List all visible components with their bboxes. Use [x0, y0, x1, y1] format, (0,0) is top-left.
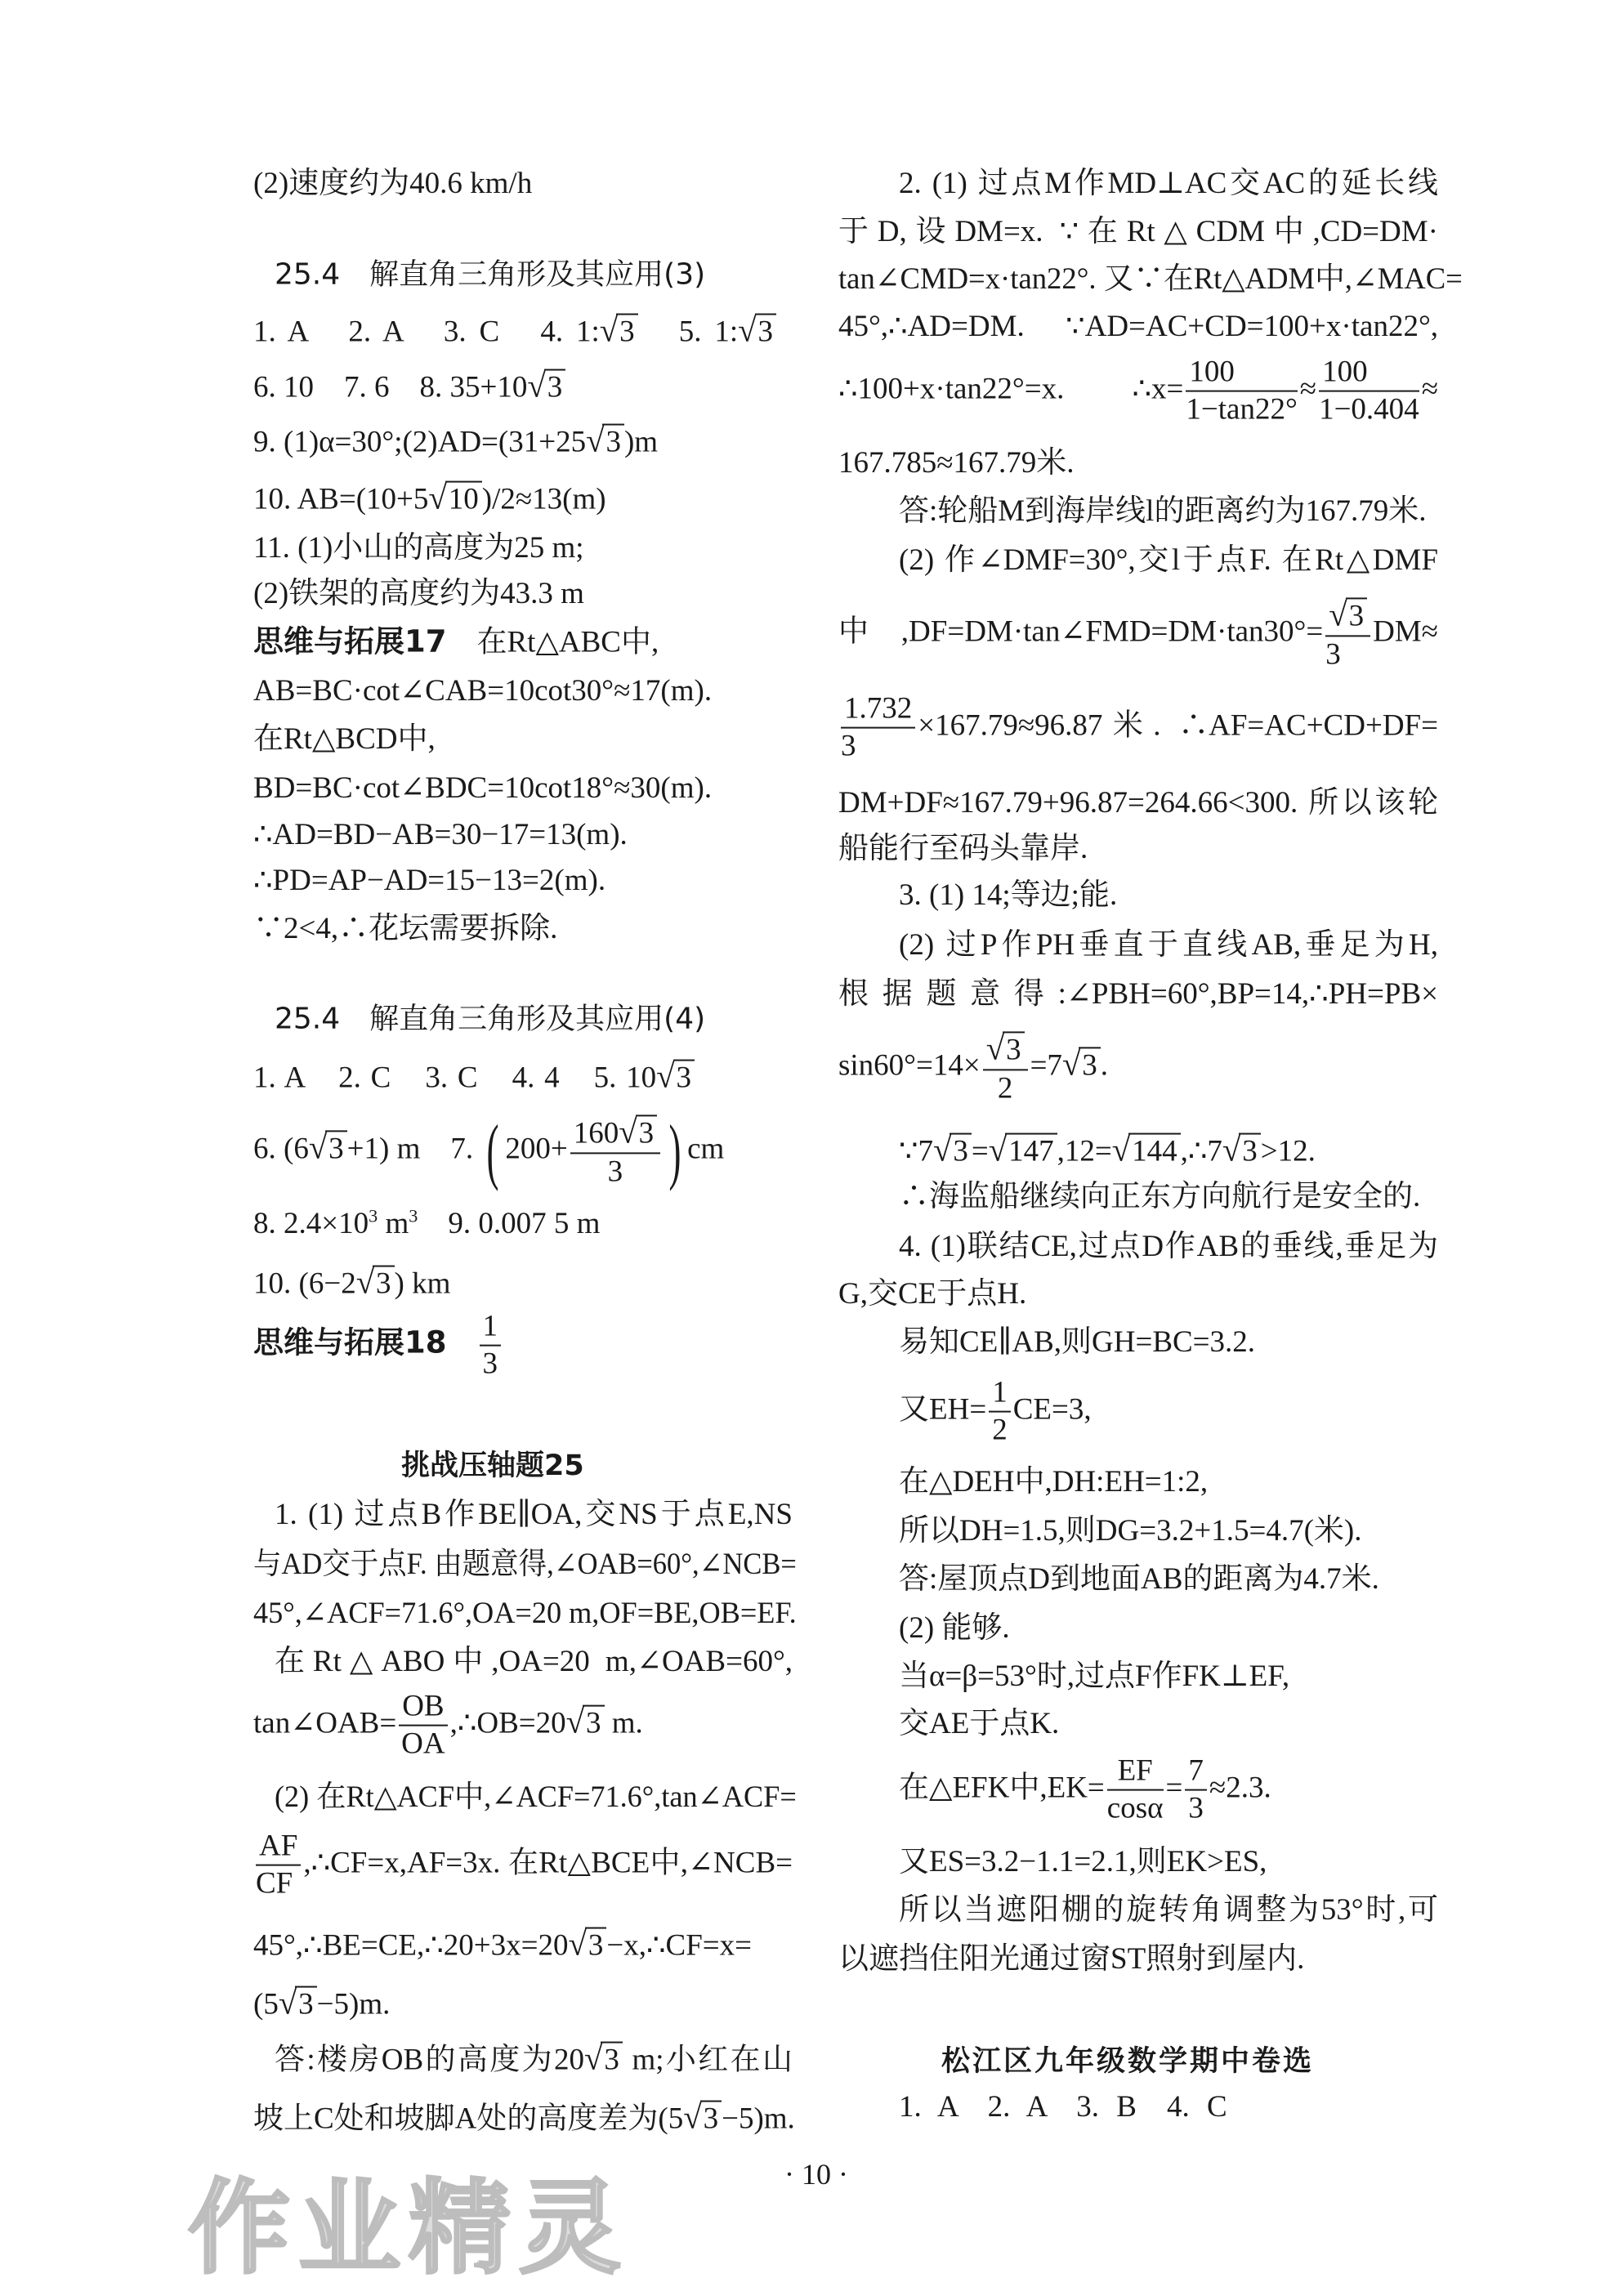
answer-line: 与AD交于点F. 由题意得,∠OAB=60°,∠NCB=	[253, 1547, 797, 1581]
text-run: 200+	[505, 1132, 568, 1166]
numerator	[983, 1029, 1028, 1070]
square-root	[600, 310, 638, 352]
extension-heading-line	[253, 623, 659, 661]
radical-sign: √	[933, 1131, 952, 1168]
radical-sign: √	[1222, 1131, 1241, 1168]
answer-line: 答:轮船M到海岸线l的距离约为167.79米.	[899, 494, 1427, 528]
denominator: cosα	[1106, 1792, 1164, 1825]
answer-line: ∴AD=BD−AB=30−17=13(m).	[253, 817, 628, 851]
numerator	[570, 1112, 660, 1154]
answer-line	[899, 1753, 1271, 1828]
text-run: −x,∴CF=x=	[606, 1928, 753, 1963]
text-run: 10. (6−2	[253, 1266, 356, 1301]
radical-sign: √	[985, 1030, 1005, 1067]
radical-sign: √	[565, 1703, 585, 1740]
fraction	[399, 1689, 447, 1763]
superscript: 3	[409, 1205, 418, 1226]
answer-line	[275, 2039, 793, 2080]
large-parenthesis: (	[486, 1110, 499, 1192]
answer-line: 所以DH=1.5,则DG=3.2+1.5=4.7(米).	[899, 1513, 1362, 1548]
radical-sign: √	[738, 311, 757, 349]
answer-line: 45°,∠ACF=71.6°,OA=20 m,OF=BE,OB=EF.	[253, 1596, 797, 1630]
radicand: 10	[445, 481, 482, 516]
section-heading: 松江区九年级数学期中卷选	[941, 2045, 1315, 2079]
answer-line	[253, 1983, 390, 2025]
text-run: )m	[623, 425, 659, 459]
section-heading: 25.4 解直角三角形及其应用(4)	[275, 1002, 706, 1036]
radical-sign: √	[619, 1113, 637, 1150]
answer-line: AB=BC·cot∠CAB=10cot30°≈17(m).	[253, 673, 713, 708]
denominator: 3	[607, 1155, 623, 1189]
answer-line: BD=BC·cot∠BDC=10cot18°≈30(m).	[253, 771, 713, 805]
denominator: 3	[482, 1347, 498, 1381]
square-root	[1062, 1043, 1101, 1085]
radical-sign: √	[1329, 596, 1347, 633]
text-run: 9. 0.007 5 m	[418, 1207, 601, 1241]
answer-line	[838, 691, 1438, 766]
answer-line: (2) 过P作PH垂直于直线AB,垂足为H,	[899, 927, 1438, 962]
text-run: 9. (1)α=30°;(2)AD=(31+25	[253, 425, 587, 459]
answer-line: G,交CE于点H.	[838, 1276, 1027, 1311]
answer-line: 所以当遮阳棚的旋转角调整为53°时,可	[899, 1892, 1438, 1927]
fraction	[1107, 1753, 1164, 1828]
answer-line: 1. A 2. A 3. B 4. C	[899, 2089, 1227, 2124]
radical-sign: √	[428, 479, 447, 516]
radicand: 3	[373, 1266, 395, 1301]
radicand: 3	[602, 424, 624, 459]
text-run: 在△EFK中,EK=	[899, 1771, 1105, 1805]
text-run: >12.	[1260, 1134, 1316, 1168]
answer-line: 根据题意得:∠PBH=60°,BP=14,∴PH=PB×	[838, 976, 1438, 1011]
denominator: 3	[841, 730, 856, 763]
square-root	[989, 1130, 1057, 1172]
answer-line: 船能行至码头靠岸.	[838, 831, 1088, 865]
text-run: sin60°=14×	[838, 1048, 981, 1083]
square-root	[738, 310, 776, 352]
numerator: OB	[399, 1689, 447, 1726]
answer-line: 以遮挡住阳光通过窗ST照射到屋内.	[838, 1941, 1305, 1976]
numerator: 1.732	[841, 691, 915, 729]
answer-line: ∴海监船继续向正东方向航行是安全的.	[899, 1179, 1421, 1213]
text-run: ∴100+x·tan22°=x. ∴x=	[838, 372, 1184, 406]
text-run	[447, 1326, 477, 1360]
fraction	[841, 691, 915, 766]
radical-sign: √	[355, 1263, 375, 1301]
radicand: 3	[295, 1986, 317, 2021]
answer-line	[253, 478, 606, 520]
large-parenthesis: )	[668, 1110, 681, 1192]
answer-line: 在Rt△BCD中,	[253, 721, 436, 756]
radicand: 3	[325, 1130, 347, 1165]
numerator: EF	[1107, 1753, 1164, 1791]
text-run: 45°,∴BE=CE,∴20+3x=20	[253, 1928, 569, 1963]
square-root	[356, 1262, 395, 1304]
page-number: · 10 ·	[784, 2158, 848, 2191]
answer-line: (2) 在Rt△ACF中,∠ACF=71.6°,tan∠ACF=	[275, 1780, 797, 1814]
answer-line	[253, 1205, 600, 1244]
answer-line: (2)铁架的高度约为43.3 m	[253, 576, 584, 610]
text-run: ≈2.3.	[1209, 1771, 1271, 1805]
text-run: ∵7	[899, 1134, 934, 1168]
radical-sign: √	[584, 2039, 603, 2077]
numerator: 1	[989, 1375, 1011, 1413]
text-run: )/2≈13(m)	[481, 482, 606, 516]
fraction	[1319, 355, 1419, 429]
text-run: ,12=	[1057, 1134, 1112, 1168]
square-root	[656, 1056, 695, 1098]
text-run: CE=3,	[1012, 1392, 1092, 1427]
answer-line	[253, 1262, 450, 1304]
radical-sign: √	[599, 311, 619, 349]
radicand: 3	[950, 1133, 972, 1168]
square-root	[683, 2097, 722, 2139]
text-run: 在Rt△ABC中,	[446, 625, 659, 659]
answer-line	[253, 1924, 793, 1966]
square-root	[1112, 1130, 1181, 1172]
answer-line: ∴PD=AP−AD=15−13=2(m).	[253, 863, 606, 897]
answer-line: 答:屋顶点D到地面AB的距离为4.7米.	[899, 1561, 1379, 1596]
radicand: 3	[700, 2101, 722, 2136]
square-root	[527, 366, 565, 408]
square-root	[1222, 1130, 1261, 1172]
text-run: ≈	[1299, 372, 1317, 406]
text-run: 160	[573, 1116, 619, 1150]
text-run: cm	[687, 1132, 725, 1166]
answer-line: 45°,∴AD=DM. ∵AD=AC+CD=100+x·tan22°,	[838, 309, 1438, 343]
text-run: ×167.79≈96.87米. ∴AF=AC+CD+DF=	[918, 708, 1438, 743]
answer-line: 2. (1) 过点M作MD⊥AC交AC的延长线	[899, 166, 1438, 200]
fraction	[1185, 1753, 1207, 1828]
radicand: 3	[1003, 1031, 1025, 1066]
denominator: 2	[997, 1071, 1013, 1106]
text-run: 中,DF=DM·tan∠FMD=DM·tan30°=	[838, 614, 1324, 649]
text-run: m;小红在山	[622, 2043, 793, 2077]
radicand: 3	[1346, 597, 1368, 632]
denominator: 3	[1325, 637, 1341, 672]
square-root	[986, 1029, 1025, 1069]
answer-line	[253, 421, 658, 462]
numerator: 100	[1319, 355, 1419, 392]
text-run: −5)m.	[722, 2102, 795, 2136]
radical-sign: √	[1111, 1131, 1131, 1168]
text-run: (5	[253, 1987, 279, 2021]
fraction	[989, 1375, 1011, 1450]
square-root	[1329, 595, 1367, 635]
radicand: 3	[616, 314, 638, 349]
text-run: =	[1165, 1771, 1183, 1805]
square-root	[584, 2039, 623, 2080]
answer-line: 又ES=3.2−1.1=2.1,则EK>ES,	[899, 1844, 1267, 1878]
superscript: 3	[369, 1205, 378, 1226]
radicand: 3	[636, 1114, 658, 1150]
denominator: 3	[1188, 1792, 1204, 1825]
fraction	[480, 1309, 502, 1383]
answer-line: 于D,设DM=x. ∵在Rt△CDM中,CD=DM·	[838, 214, 1438, 248]
answer-line: 167.785≈167.79米.	[838, 445, 1075, 480]
text-run: m	[378, 1207, 409, 1241]
text-run: .	[1100, 1048, 1109, 1083]
fraction	[1325, 595, 1370, 672]
text-run: −5)m.	[316, 1987, 391, 2021]
text-run: 1. A 2. C 3. C 4. 4 5. 10	[253, 1061, 657, 1095]
fraction	[1186, 355, 1297, 429]
text-run: 6. 10 7. 6 8. 35+10	[253, 370, 528, 404]
radicand: 144	[1128, 1133, 1181, 1168]
denominator: 1−0.404	[1319, 393, 1419, 427]
extension-heading-line	[253, 1309, 503, 1383]
text-run: 又EH=	[899, 1392, 987, 1427]
square-root	[566, 1701, 605, 1743]
text-run: 答:楼房OB的高度为20	[275, 2043, 584, 2077]
radical-sign: √	[586, 422, 605, 459]
text-run: ) km	[394, 1266, 451, 1301]
square-root	[619, 1112, 657, 1152]
text-run: ,∴7	[1180, 1134, 1222, 1168]
numerator	[1325, 595, 1370, 637]
radical-sign: √	[656, 1057, 675, 1095]
text-run: m.	[604, 1706, 643, 1740]
square-root	[933, 1130, 972, 1172]
radicand: 3	[583, 1704, 605, 1740]
text-run: 8. 2.4×10	[253, 1207, 369, 1241]
radicand: 3	[544, 369, 566, 404]
text-run: =	[971, 1134, 989, 1168]
fraction	[570, 1112, 660, 1190]
answer-line: 4. (1)联结CE,过点D作AB的垂线,垂足为	[899, 1229, 1438, 1263]
answer-line: 11. (1)小山的高度为25 m;	[253, 530, 584, 565]
section-heading: 挑战压轴题25	[401, 1450, 584, 1483]
answer-line: 1. (1) 过点B作BE∥OA,交NS于点E,NS	[275, 1497, 793, 1531]
square-root	[428, 478, 481, 520]
answer-line: 3. (1) 14;等边;能.	[899, 878, 1118, 912]
text-run: tan∠OAB=	[253, 1706, 397, 1740]
text-run: +1) m 7.	[346, 1132, 481, 1166]
radicand: 3	[673, 1060, 695, 1095]
answer-line: 在Rt△ABO中,OA=20 m,∠OAB=60°,	[275, 1644, 793, 1678]
radical-sign: √	[1061, 1045, 1081, 1083]
answer-line	[253, 1829, 793, 1903]
answer-line: tan∠CMD=x·tan22°. 又∵在Rt△ADM中,∠MAC=	[838, 261, 1463, 296]
answer-line: (2) 作∠DMF=30°,交l于点F. 在Rt△DMF	[899, 543, 1438, 577]
radical-sign: √	[988, 1131, 1008, 1168]
radicand: 3	[755, 314, 777, 349]
answer-line	[253, 2097, 795, 2139]
numerator: 7	[1185, 1753, 1207, 1791]
radicand: 147	[1005, 1133, 1057, 1168]
answer-line	[899, 1130, 1316, 1172]
text-run: 坡上C处和坡脚A处的高度差为(5	[253, 2102, 684, 2136]
answer-line	[253, 1112, 724, 1190]
answer-line: ∵2<4,∴花坛需要拆除.	[253, 911, 558, 945]
square-root	[279, 1983, 317, 2025]
answer-line: 交AE于点K.	[899, 1706, 1060, 1740]
answer-line	[253, 1056, 695, 1098]
text-run: =7	[1030, 1048, 1062, 1083]
text-run: ,∴OB=20	[449, 1706, 566, 1740]
numerator: 100	[1186, 355, 1297, 392]
answer-line	[253, 310, 776, 352]
bold-label: 思维与拓展18	[253, 1324, 447, 1360]
watermark: 作业精灵	[188, 2169, 629, 2288]
answer-line	[899, 1375, 1092, 1450]
answer-line	[838, 355, 1438, 429]
numerator: AF	[256, 1829, 301, 1866]
square-root	[569, 1924, 607, 1966]
text-run: 1. A 2. A 3. C 4. 1:	[253, 315, 600, 349]
radical-sign: √	[278, 1984, 297, 2021]
denominator: 2	[992, 1414, 1008, 1447]
text-run: ≈	[1421, 372, 1438, 406]
radical-sign: √	[568, 1925, 587, 1963]
answer-line: (2) 能够.	[899, 1610, 1010, 1645]
answer-line	[253, 1689, 643, 1763]
radical-sign: √	[308, 1128, 328, 1166]
section-heading: 25.4 解直角三角形及其应用(3)	[275, 257, 706, 292]
radical-sign: √	[683, 2098, 702, 2136]
square-root	[586, 421, 624, 462]
fraction	[256, 1829, 301, 1903]
radicand: 3	[585, 1927, 607, 1963]
answer-line: (2)速度约为40.6 km/h	[253, 166, 533, 200]
radicand: 3	[1239, 1133, 1261, 1168]
answer-line	[838, 1029, 1108, 1106]
bold-label: 思维与拓展17	[253, 623, 447, 659]
answer-line: DM+DF≈167.79+96.87=264.66<300. 所以该轮	[838, 785, 1438, 820]
radicand: 3	[1079, 1047, 1101, 1082]
numerator: 1	[480, 1309, 502, 1347]
text-run: 6. (6	[253, 1132, 309, 1166]
radicand: 3	[601, 2042, 623, 2077]
radical-sign: √	[527, 367, 546, 404]
text-run: 5. 1:	[637, 315, 739, 349]
answer-line: 易知CE∥AB,则GH=BC=3.2.	[899, 1324, 1256, 1359]
text-run: DM≈	[1373, 614, 1438, 649]
text-run: ,∴CF=x,AF=3x. 在Rt△BCE中,∠NCB=	[303, 1846, 793, 1880]
denominator: 1−tan22°	[1186, 393, 1298, 427]
denominator: CF	[256, 1867, 293, 1901]
text-run: 10. AB=(10+5	[253, 482, 429, 516]
answer-line: 在△DEH中,DH:EH=1:2,	[899, 1464, 1209, 1499]
answer-line: 当α=β=53°时,过点F作FK⊥EF,	[899, 1659, 1290, 1693]
square-root	[309, 1127, 347, 1168]
fraction	[983, 1029, 1028, 1106]
denominator: OA	[401, 1727, 445, 1761]
answer-line	[838, 595, 1438, 672]
answer-line	[253, 366, 565, 408]
